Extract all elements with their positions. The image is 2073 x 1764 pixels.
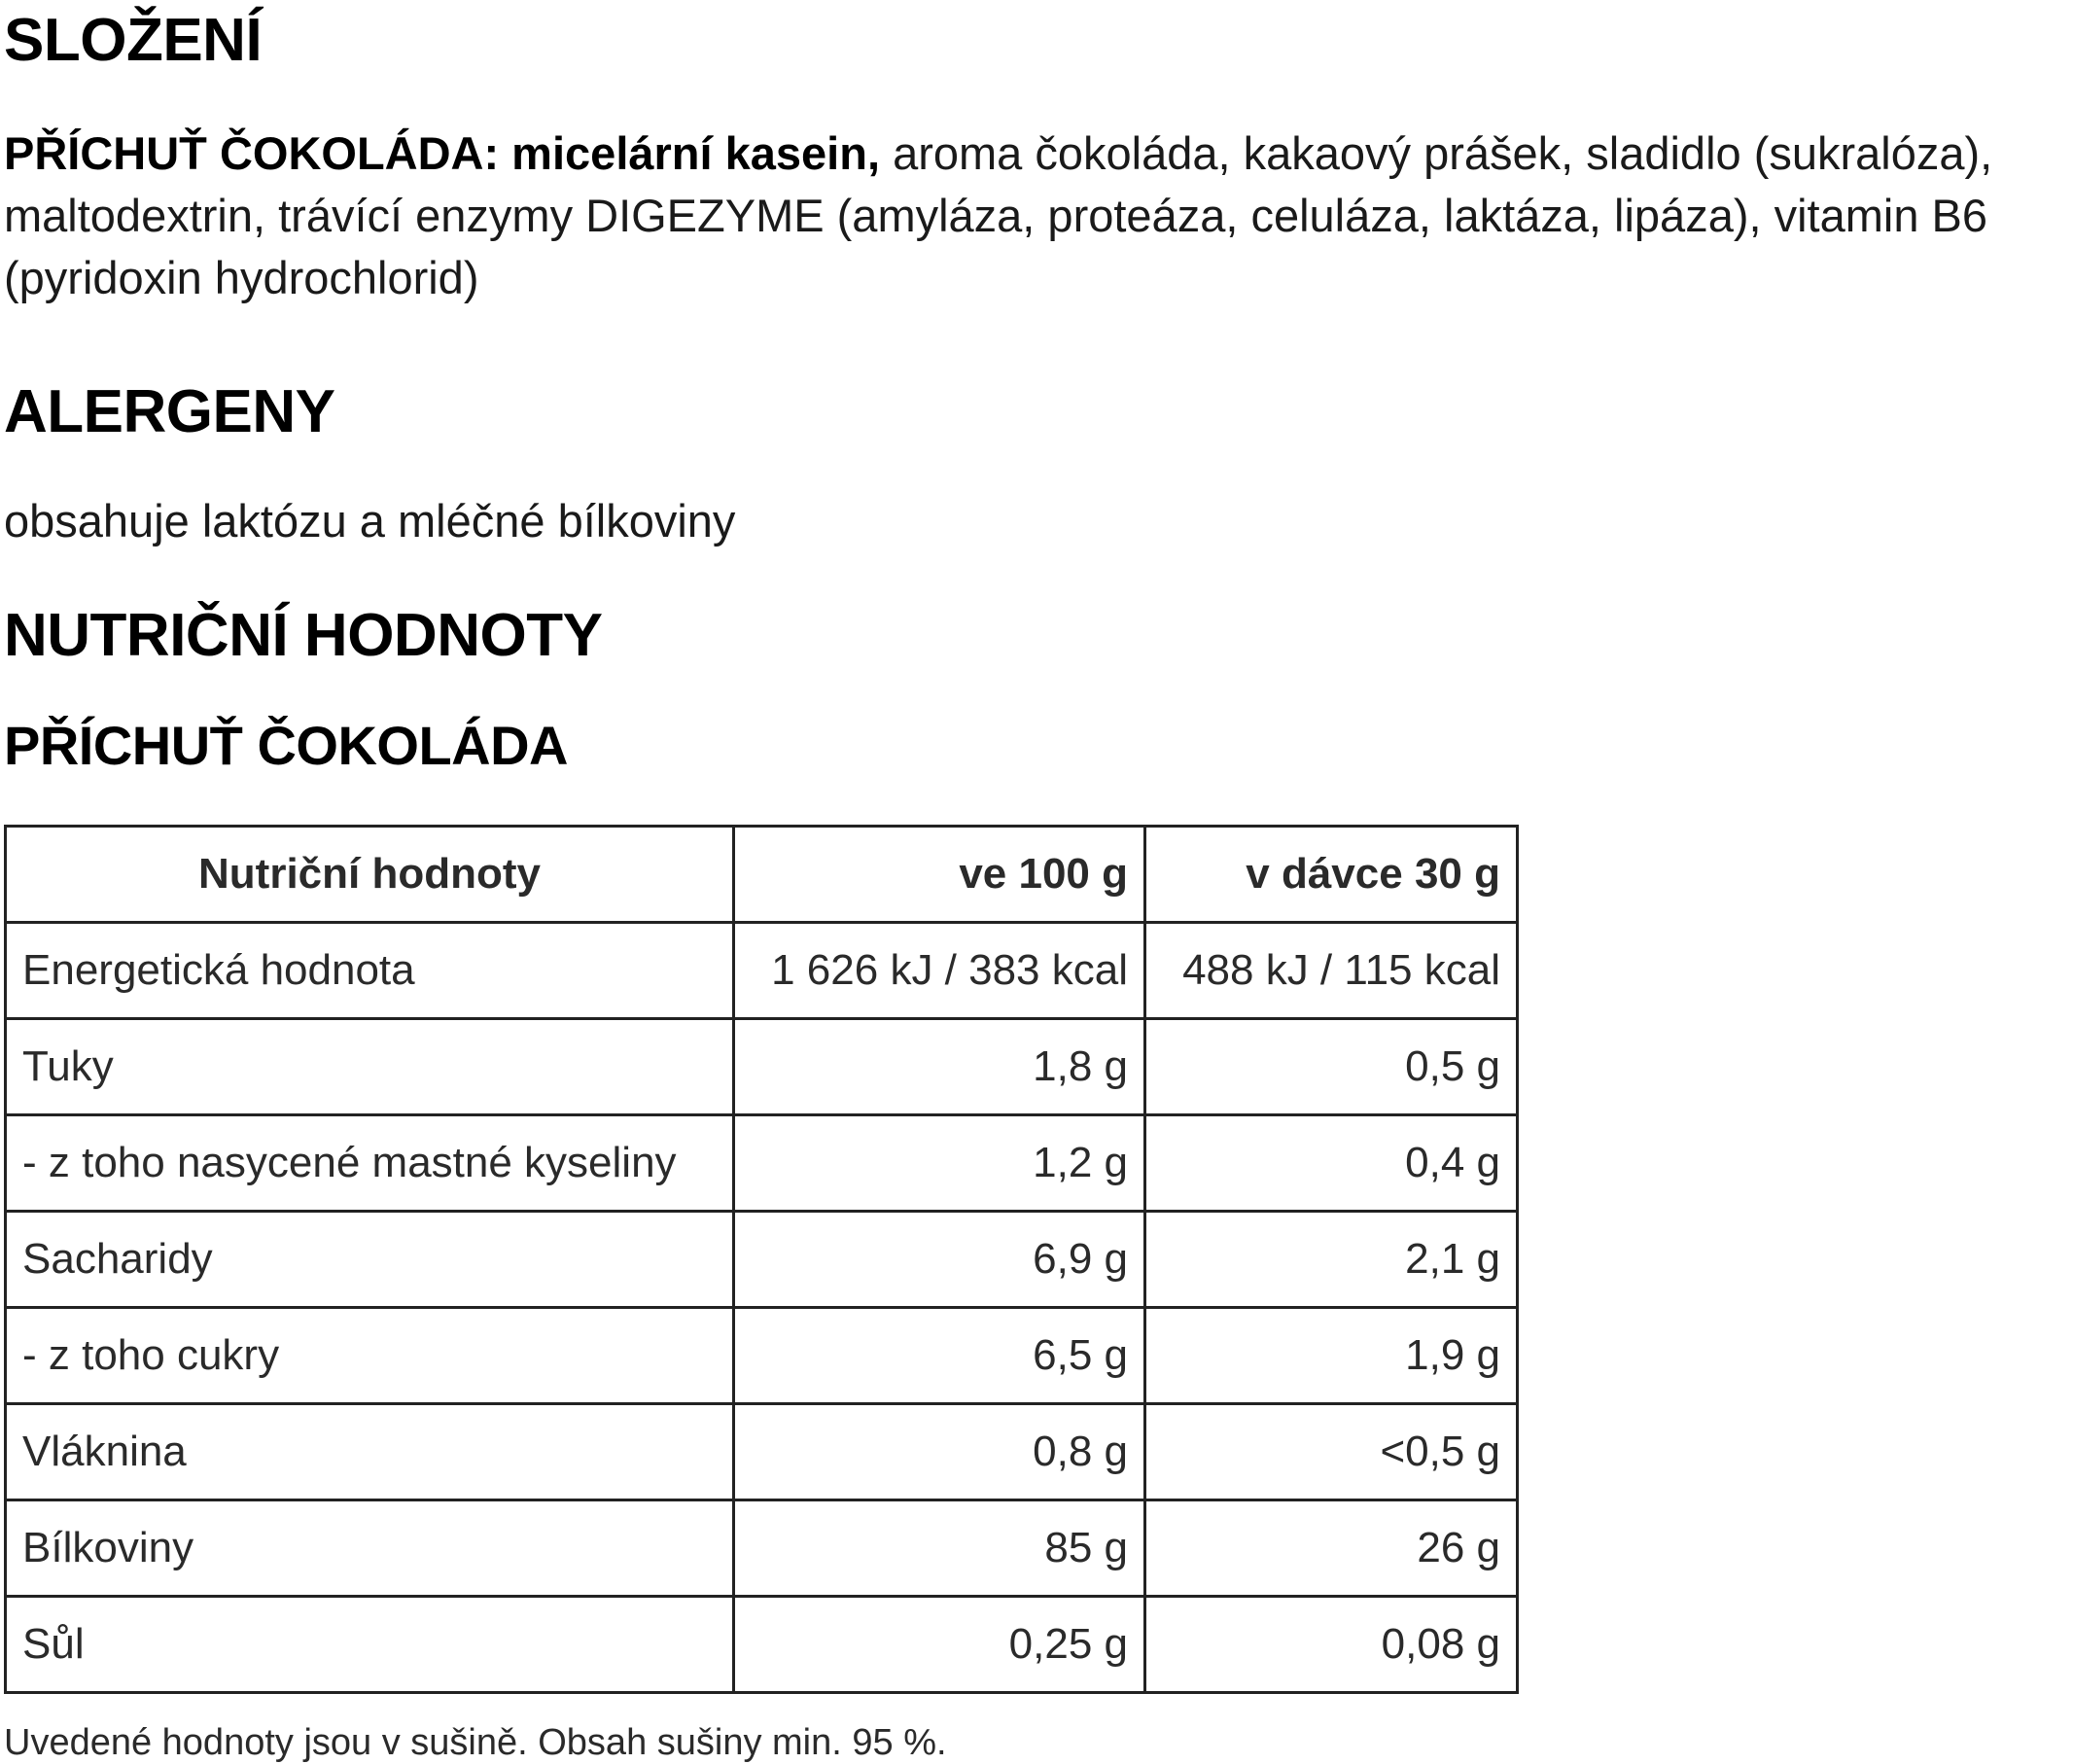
table-row: [6, 1500, 1518, 1597]
table-row: [6, 1019, 1518, 1115]
value-per-serving: 2,1 g: [1145, 1212, 1518, 1308]
nutrient-name: Tuky: [6, 1019, 734, 1115]
value-per-100g: 6,5 g: [734, 1308, 1145, 1404]
allergens-text: obsahuje laktózu a mléčné bílkoviny: [4, 495, 736, 547]
value-per-serving: 0,4 g: [1145, 1115, 1518, 1212]
table-row: [6, 1212, 1518, 1308]
table-row: [6, 1308, 1518, 1404]
value-per-100g: 1,2 g: [734, 1115, 1145, 1212]
table-row: [6, 923, 1518, 1019]
nutrient-name: Sůl: [6, 1597, 734, 1693]
nutrient-name: Energetická hodnota: [6, 923, 734, 1019]
table-footnote: Uvedené hodnoty jsou v sušině. Obsah sušiny min. 95 %.: [4, 1722, 947, 1763]
value-per-serving: 488 kJ / 115 kcal: [1145, 923, 1518, 1019]
table-row: [6, 1597, 1518, 1693]
allergens-heading: ALERGENY: [4, 378, 335, 445]
value-per-100g: 0,25 g: [734, 1597, 1145, 1693]
nutrient-name: Sacharidy: [6, 1212, 734, 1308]
nutrient-name: - z toho cukry: [6, 1308, 734, 1404]
value-per-100g: 1 626 kJ / 383 kcal: [734, 923, 1145, 1019]
nutrition-table: [4, 825, 1519, 1694]
table-row: [6, 1404, 1518, 1500]
table-header-row: [6, 827, 1518, 923]
ingredients-list: aroma čokoláda, kakaový prášek, sladidlo (sukralóza), maltodextrin, trávící enzymy DIGEZYME (amyláza, proteáza, celuláza, laktáza, lipáza), vitamin B6 (pyridoxin hydrochlorid): [4, 127, 1993, 303]
header-nutrient: Nutriční hodnoty: [6, 827, 734, 923]
value-per-100g: 1,8 g: [734, 1019, 1145, 1115]
nutrient-name: Bílkoviny: [6, 1500, 734, 1597]
table-row: [6, 1115, 1518, 1212]
nutrient-name: - z toho nasycené mastné kyseliny: [6, 1115, 734, 1212]
value-per-serving: 1,9 g: [1145, 1308, 1518, 1404]
value-per-100g: 0,8 g: [734, 1404, 1145, 1500]
flavor-subheading: PŘÍCHUŤ ČOKOLÁDA: [4, 715, 568, 776]
header-per-100g: ve 100 g: [734, 827, 1145, 923]
composition-heading: SLOŽENÍ: [4, 7, 263, 74]
value-per-serving: 0,5 g: [1145, 1019, 1518, 1115]
header-per-serving: v dávce 30 g: [1145, 827, 1518, 923]
value-per-serving: <0,5 g: [1145, 1404, 1518, 1500]
value-per-serving: 26 g: [1145, 1500, 1518, 1597]
value-per-100g: 6,9 g: [734, 1212, 1145, 1308]
nutrition-heading: NUTRIČNÍ HODNOTY: [4, 602, 603, 669]
ingredients-text: [4, 123, 2069, 309]
ingredients-lead: PŘÍCHUŤ ČOKOLÁDA: micelární kasein,: [4, 127, 881, 179]
nutrient-name: Vláknina: [6, 1404, 734, 1500]
value-per-serving: 0,08 g: [1145, 1597, 1518, 1693]
value-per-100g: 85 g: [734, 1500, 1145, 1597]
